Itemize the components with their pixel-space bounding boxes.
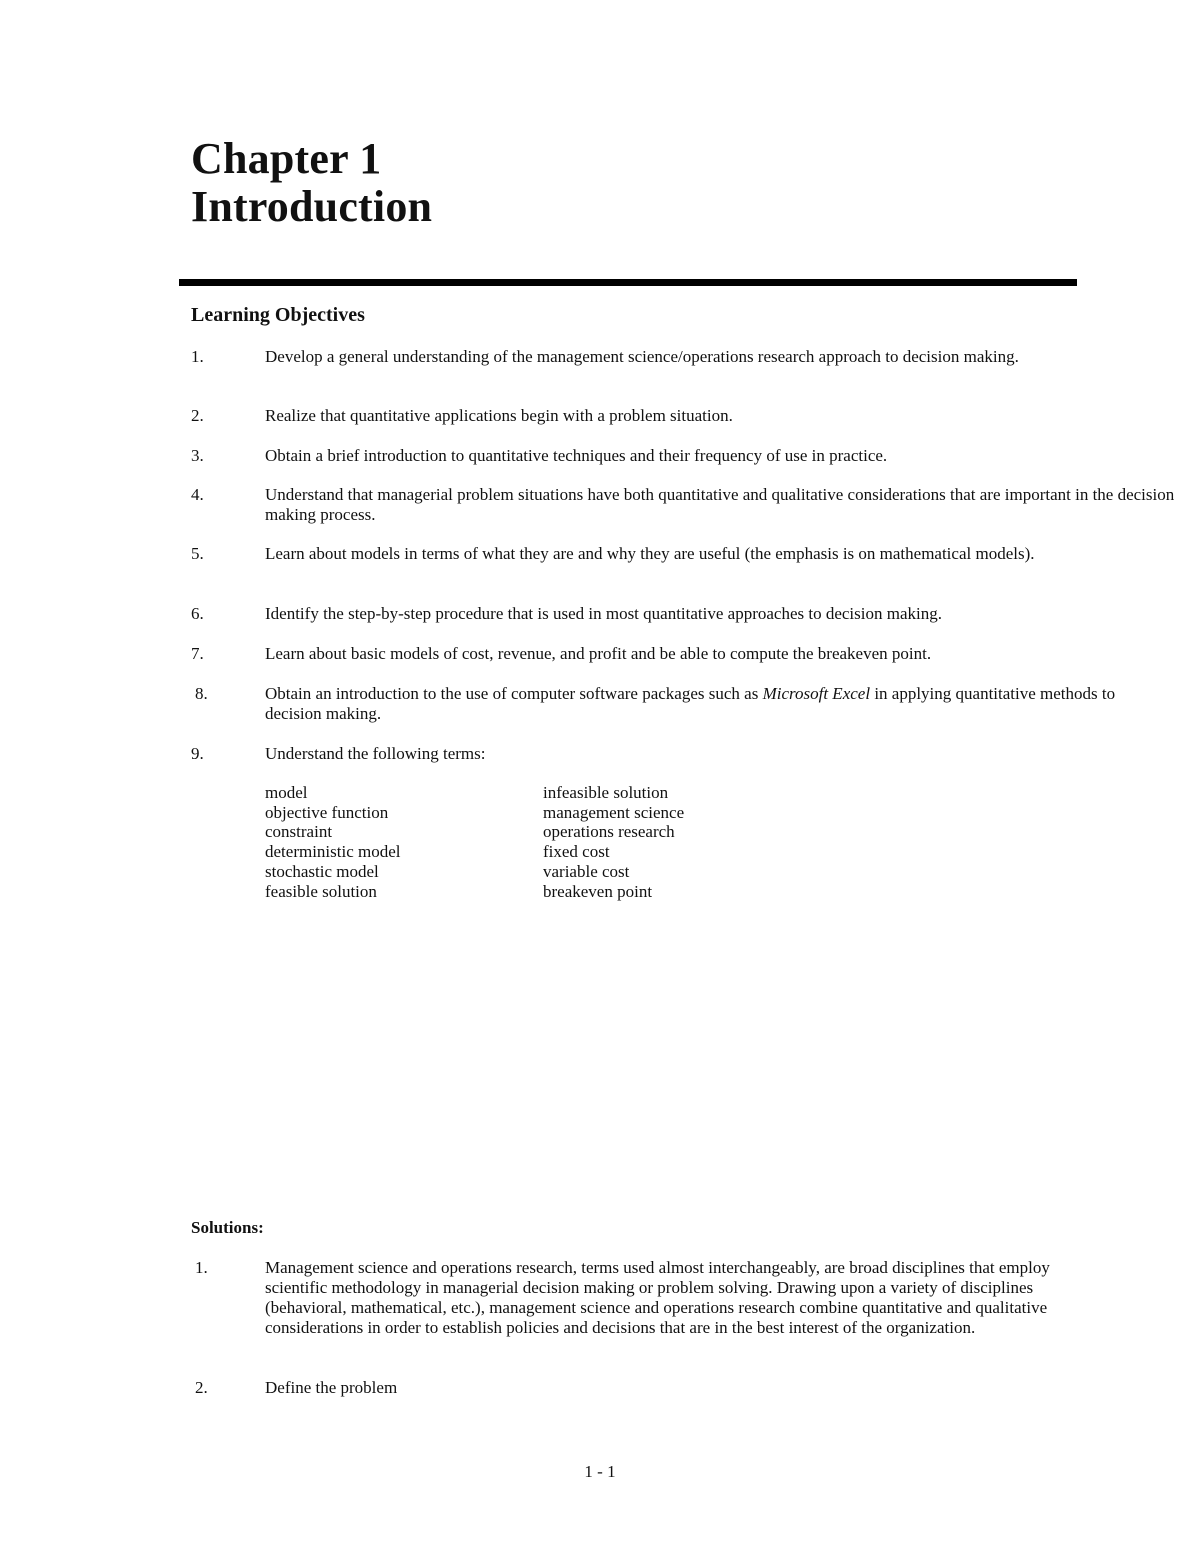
solution-number: 1. <box>195 1258 208 1277</box>
solution-item <box>191 1258 1115 1338</box>
objective-item <box>191 544 1175 564</box>
chapter-name: Introduction <box>191 182 433 231</box>
objective-number: 9. <box>191 744 204 763</box>
term: model <box>265 783 308 802</box>
objective-text: Realize that quantitative applications begin with a problem situation. <box>265 406 733 425</box>
objective-number: 1. <box>191 347 204 366</box>
objective-item <box>191 485 1175 525</box>
objective-text: Learn about models in terms of what they are and why they are useful (the emphasis is on mathematical models). <box>265 544 1035 563</box>
objective-number: 6. <box>191 604 204 623</box>
objective-text: Understand that managerial problem situations have both quantitative and qualitative considerations that are important in the decision making process. <box>265 485 1175 524</box>
term: deterministic model <box>265 842 401 862</box>
objective-text-start: Obtain an introduction to the use of computer software packages such as <box>265 684 763 703</box>
terms-right-column <box>543 783 823 901</box>
term: variable cost <box>543 861 630 881</box>
term: constraint <box>265 822 333 842</box>
objective-item <box>191 347 1175 367</box>
term: operations research <box>543 822 675 842</box>
learning-objectives-heading: Learning Objectives <box>191 304 365 326</box>
page-number: 1 - 1 <box>584 1462 616 1481</box>
objective-number: 5. <box>191 544 204 563</box>
solution-text: Management science and operations research, terms used almost interchangeably, are broad disciplines that employ scientific methodology in managerial decision making or problem solving. Drawing upon a variety of disciplines (behavioral, mathematical, etc.), management science and operations research combine quantitative and qualitative considerations in order to establish policies and decisions that are in the best interest of the organization. <box>265 1258 1050 1337</box>
heading-rule <box>179 279 1077 286</box>
term: fixed cost <box>543 842 610 862</box>
objective-text: Obtain a brief introduction to quantitative techniques and their frequency of use in practice. <box>265 446 888 465</box>
solution-number: 2. <box>195 1378 208 1397</box>
chapter-title <box>191 135 432 231</box>
solution-item <box>191 1378 1115 1398</box>
term: objective function <box>265 802 389 822</box>
term: stochastic model <box>265 861 379 881</box>
term: feasible solution <box>265 881 377 901</box>
objective-item <box>191 644 1175 664</box>
objective-text: Develop a general understanding of the management science/operations research approach to decision making. <box>265 347 1019 366</box>
solution-text: Define the problem <box>265 1378 398 1397</box>
objective-text <box>265 684 1115 723</box>
objective-text-end: in applying quantitative methods to decision making. <box>265 684 1116 723</box>
objective-number: 7. <box>191 644 204 663</box>
objective-text: Understand the following terms: <box>265 744 486 763</box>
objective-text: Learn about basic models of cost, revenue, and profit and be able to compute the breakeven point. <box>265 644 932 663</box>
term: breakeven point <box>543 881 653 901</box>
term: management science <box>543 802 685 822</box>
objective-item <box>191 604 1175 624</box>
objective-number: 2. <box>191 406 204 425</box>
software-name: Microsoft Excel <box>762 684 871 703</box>
objective-item <box>191 744 1175 764</box>
objective-number: 4. <box>191 485 204 504</box>
solutions-heading: Solutions: <box>191 1218 264 1237</box>
objective-item <box>191 684 1175 724</box>
objective-number: 8. <box>195 684 208 703</box>
objective-item <box>191 446 1175 466</box>
objective-item <box>191 406 1175 426</box>
term: infeasible solution <box>543 783 669 802</box>
chapter-number: Chapter 1 <box>191 134 382 183</box>
objective-text: Identify the step-by-step procedure that is used in most quantitative approaches to decision making. <box>265 604 942 623</box>
objective-number: 3. <box>191 446 204 465</box>
terms-left-column <box>265 783 545 901</box>
